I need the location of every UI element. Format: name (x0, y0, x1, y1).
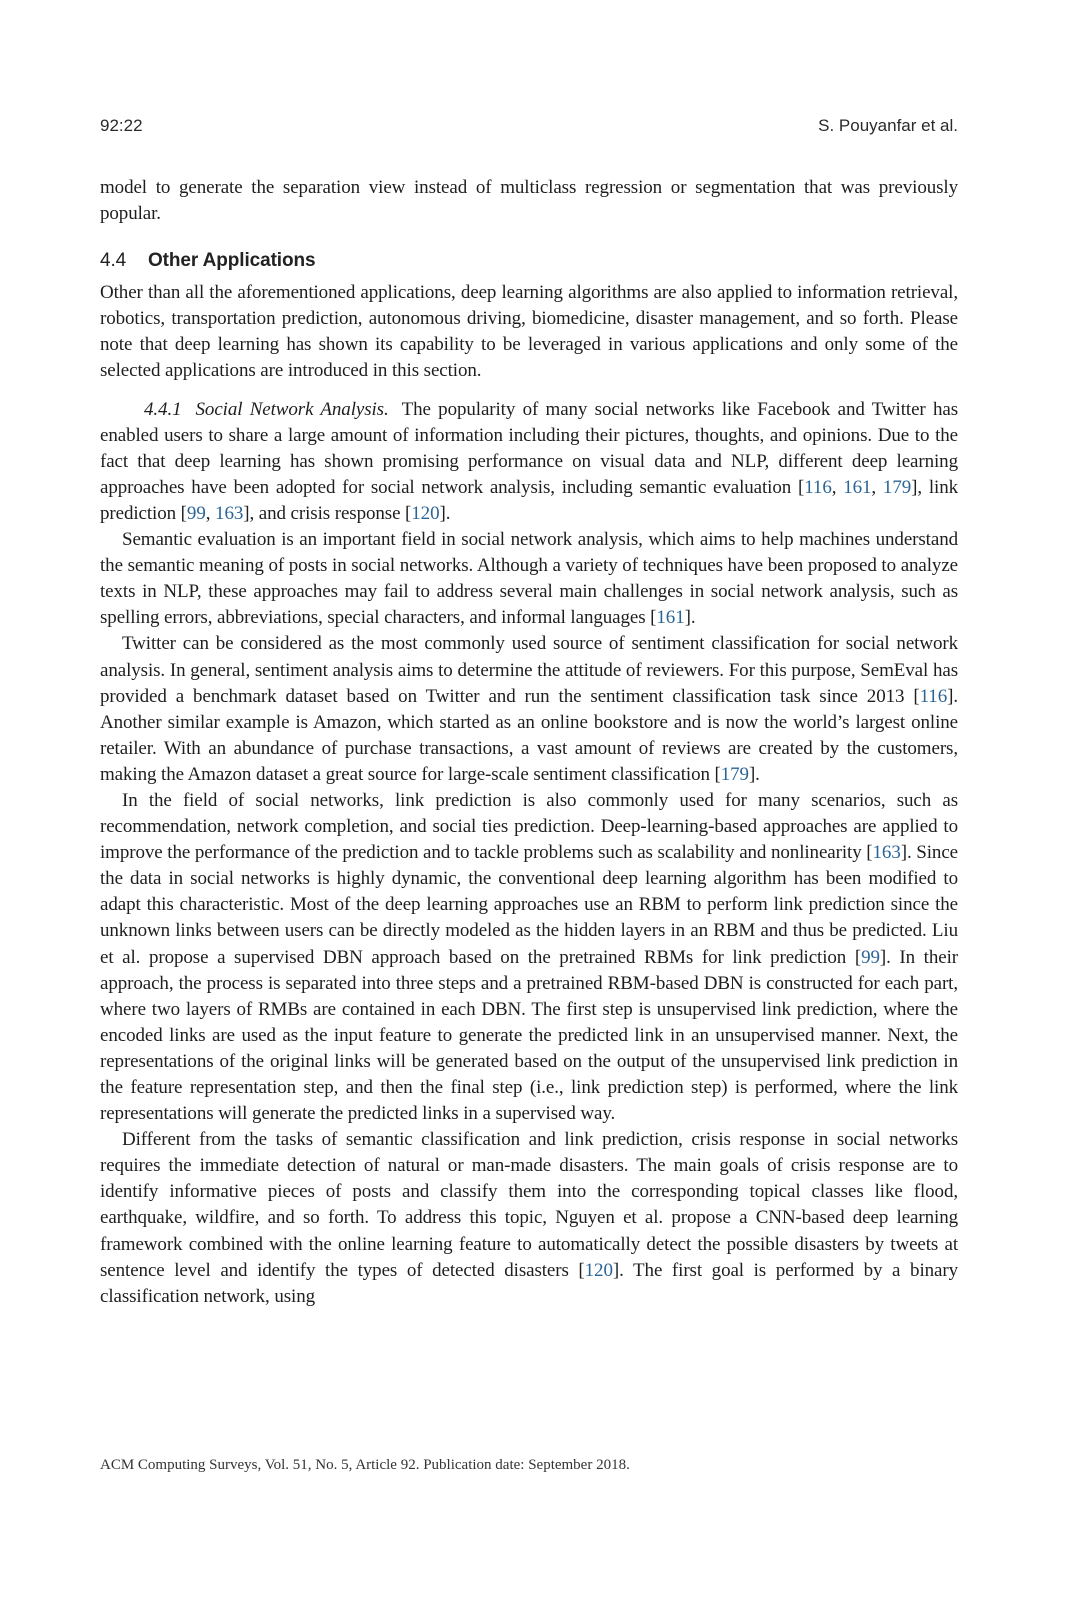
paragraph-text: Twitter can be considered as the most commonly used source of sentiment classification for social network analysis. In general, sentiment analysis aims to determine the attitude of reviewers. For this purpose, SemEval has provided a benchmark dataset based on Twitter and run the sentiment classification task since 2013 [ (100, 633, 958, 707)
paragraph-text: Different from the tasks of semantic classification and link prediction, crisis response in social networks requires the immediate detection of natural or man-made disasters. The main goals of crisis response are to identify informative pieces of posts and classify them into the corresponding topical classes like flood, earthquake, wildfire, and so forth. To address this topic, Nguyen et al. propose a CNN-based deep learning framework combined with the online learning feature to automatically detect the possible disasters by tweets at sentence level and identify the types of detected disasters [ (100, 1129, 958, 1281)
page (100, 116, 958, 1310)
citation-link[interactable]: 116 (804, 476, 832, 498)
paragraph-semantic-evaluation (100, 527, 958, 631)
section-title: Other Applications (148, 250, 316, 272)
citation-link[interactable]: 120 (584, 1259, 613, 1281)
citation-link[interactable]: 120 (411, 502, 440, 524)
paragraph-text: The popularity of many social networks like Facebook and Twitter has enabled users to share a large amount of information including their pictures, thoughts, and opinions. Due to the fact that deep learning has shown promising performance on visual data and NLP, different deep learning approaches have been adopted for social network analysis, including semantic evaluation [ (100, 398, 958, 498)
continuation-paragraph: model to generate the separation view instead of multiclass regression or segmentation that was previously popular. (100, 177, 958, 225)
paragraph-text: ]. (439, 502, 451, 524)
paragraph-text: ], and crisis response [ (243, 502, 412, 524)
paragraph-link-prediction (100, 788, 958, 1127)
section-intro-paragraph: Other than all the aforementioned applications, deep learning algorithms are also applied to information retrieval, robotics, transportation prediction, autonomous driving, biomedicine, disaster management, and so forth. Please note that deep learning has shown its capability to be leveraged in various applications and only some of the selected applications are introduced in this section. (100, 282, 958, 382)
subsection-number: 4.4.1 (144, 398, 182, 420)
paragraph-sentiment-twitter (100, 631, 958, 788)
citation-link[interactable]: 116 (919, 685, 948, 707)
body-text (100, 175, 958, 1310)
citation-separator: , (831, 476, 844, 498)
paragraph-text: ]. (748, 763, 760, 785)
citation-link[interactable]: 163 (215, 502, 244, 524)
paragraph-text: In the field of social networks, link prediction is also commonly used for many scenarios, such as recommendation, network completion, and social ties prediction. Deep-learning-based approaches are applied to improve the performance of the prediction and to tackle problems such as scalability and nonlinearity [ (100, 789, 958, 864)
citation-separator: , (871, 476, 883, 498)
page-number: 92:22 (100, 116, 143, 135)
paragraph-text: ]. In their approach, the process is separated into three steps and a pretrained RBM-based DBN is constructed for each part, where two layers of RMBs are contained in each DBN. The first step is unsupervised link prediction, where the encoded links are used as the input feature to generate the predicted link in an unsupervised manner. Next, the representations of the original links will be generated based on the output of the unsupervised link prediction in the feature representation step, and then the final step (i.e., link prediction step) is performed, where the link representations will generate the predicted links in a supervised way. (100, 946, 958, 1125)
paragraph-text: Semantic evaluation is an important field in social network analysis, which aims to help machines understand the semantic meaning of posts in social networks. Although a variety of techniques have been proposed to analyze texts in NLP, these approaches may fail to address several main challenges in social network analysis, such as spelling errors, abbreviations, special characters, and informal languages [ (100, 529, 958, 629)
citation-link[interactable]: 161 (656, 607, 685, 629)
citation-separator: , (205, 502, 216, 524)
citation-link[interactable]: 161 (843, 476, 872, 498)
citation-link[interactable]: 163 (872, 842, 901, 864)
running-head (100, 116, 958, 146)
citation-link[interactable]: 179 (882, 476, 912, 498)
subsection-paragraph-1 (100, 397, 958, 527)
citation-link[interactable]: 179 (720, 763, 749, 785)
citation-link[interactable]: 99 (861, 946, 880, 968)
paragraph-crisis-response (100, 1127, 958, 1310)
subsection-title: Social Network Analysis. (195, 398, 389, 420)
paragraph-text: ]. Another similar example is Amazon, which started as an online bookstore and is now the world’s largest online retailer. With an abundance of purchase transactions, a vast amount of reviews are created by the customers, making the Amazon dataset a great source for large-scale sentiment classification [ (100, 685, 958, 785)
paragraph-text: ], link prediction [ (100, 476, 958, 524)
paragraph-text: ]. The first goal is performed by a binary classification network, using (100, 1259, 958, 1307)
paragraph-text: ]. Since the data in social networks is highly dynamic, the conventional deep learning algorithm has been modified to adapt this characteristic. Most of the deep learning approaches use an RBM to perform link prediction since the unknown links between users can be directly modeled as the hidden layers in an RBM and thus be predicted. Liu et al. propose a supervised DBN approach based on the pretrained RBMs for link prediction [ (100, 842, 958, 968)
page-footer: ACM Computing Surveys, Vol. 51, No. 5, Article 92. Publication date: September 2018. (100, 1457, 630, 1473)
running-head-authors: S. Pouyanfar et al. (818, 116, 958, 135)
section-heading (100, 248, 958, 274)
paragraph-text: ]. (684, 607, 696, 629)
section-number: 4.4 (100, 250, 127, 272)
citation-link[interactable]: 99 (186, 502, 206, 524)
